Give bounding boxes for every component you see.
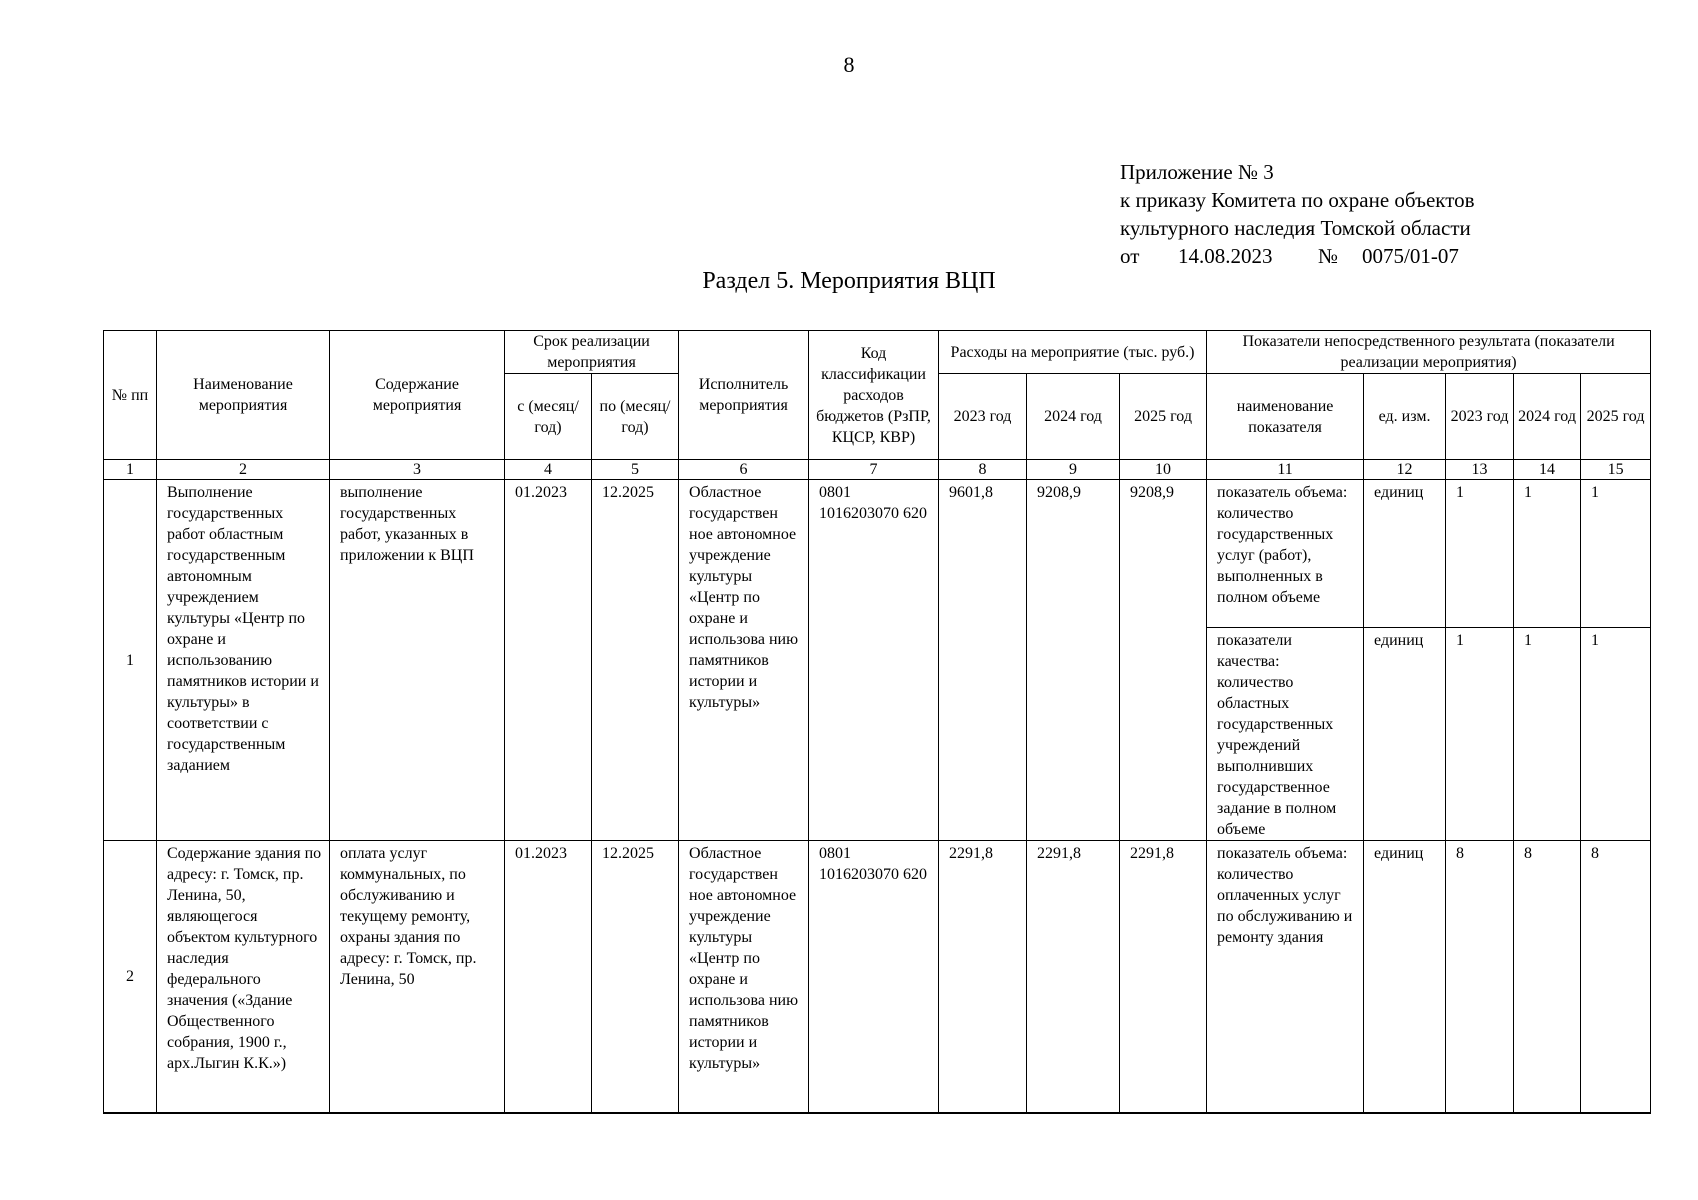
budget-code: 0801 1016203070 620	[809, 480, 939, 841]
measure-name: Содержание здания по адресу: г. Томск, пр. Ленина, 50, являющегося объектом культурного наследия федерального значения («Здание Общественного собрания, 1900 г., арх.Лыгин К.К.»)	[157, 841, 330, 1113]
period-to: 12.2025	[592, 841, 679, 1113]
appendix-block	[1120, 158, 1475, 270]
header-to: по (месяц/ год)	[592, 374, 679, 460]
col-number: 2	[157, 460, 330, 480]
executor: Областное государствен ное автономное учреждение культуры «Центр по охране и использова нию памятников истории и культуры»	[679, 841, 809, 1113]
col-number: 13	[1446, 460, 1514, 480]
col-number: 6	[679, 460, 809, 480]
indicator-unit: единиц	[1364, 628, 1446, 841]
col-number: 11	[1207, 460, 1364, 480]
indicator-2025: 8	[1581, 841, 1651, 1113]
indicator-unit: единиц	[1364, 841, 1446, 1113]
expense-2024: 9208,9	[1027, 480, 1120, 841]
measures-table	[103, 330, 1651, 1114]
col-number: 15	[1581, 460, 1651, 480]
appendix-line-3: культурного наследия Томской области	[1120, 216, 1471, 240]
period-from: 01.2023	[505, 841, 592, 1113]
col-number: 3	[330, 460, 505, 480]
indicator-2024: 8	[1514, 841, 1581, 1113]
page-number: 8	[843, 52, 855, 77]
col-number: 9	[1027, 460, 1120, 480]
indicator-name: показатели качества: количество областных государственных учреждений выполнивших государственное задание в полном объеме	[1207, 628, 1364, 841]
header-unit: ед. изм.	[1364, 374, 1446, 460]
measure-content: выполнение государственных работ, указанных в приложении к ВЦП	[330, 480, 505, 841]
expense-2025: 9208,9	[1120, 480, 1207, 841]
measure-name: Выполнение государственных работ областным государственным автономным учреждением культуры «Центр по охране и использованию памятников истории и культуры» в соответствии с государственным заданием	[157, 480, 330, 841]
indicator-name: показатель объема: количество оплаченных услуг по обслуживанию и ремонту здания	[1207, 841, 1364, 1113]
indicator-2025: 1	[1581, 480, 1651, 628]
header-indicator-name: наименование показателя	[1207, 374, 1364, 460]
header-num: № пп	[104, 331, 157, 460]
order-number: 0075/01-07	[1362, 244, 1459, 268]
header-code: Код классификации расходов бюджетов (РзПР, КЦСР, КВР)	[809, 331, 939, 460]
section-title: Раздел 5. Мероприятия ВЦП	[702, 268, 996, 294]
col-number: 12	[1364, 460, 1446, 480]
header-name: Наименование мероприятия	[157, 331, 330, 460]
expense-2023: 2291,8	[939, 841, 1027, 1113]
header-executor: Исполнитель мероприятия	[679, 331, 809, 460]
expense-2025: 2291,8	[1120, 841, 1207, 1113]
header-row-1	[104, 331, 1651, 374]
header-indicators: Показатели непосредственного результата (показатели реализации мероприятия)	[1207, 331, 1651, 374]
indicator-2023: 1	[1446, 628, 1514, 841]
header-ind-2025: 2025 год	[1581, 374, 1651, 460]
measure-content: оплата услуг коммунальных, по обслуживанию и текущему ремонту, охраны здания по адресу: г. Томск, пр. Ленина, 50	[330, 841, 505, 1113]
indicator-2024: 1	[1514, 480, 1581, 628]
header-expenses: Расходы на мероприятие (тыс. руб.)	[939, 331, 1207, 374]
header-content: Содержание мероприятия	[330, 331, 505, 460]
header-ind-2024: 2024 год	[1514, 374, 1581, 460]
indicator-unit: единиц	[1364, 480, 1446, 628]
from-label: от	[1120, 244, 1140, 268]
indicator-name: показатель объема: количество государственных услуг (работ), выполненных в полном объеме	[1207, 480, 1364, 628]
appendix-line-1: Приложение № 3	[1120, 160, 1274, 184]
column-number-row	[104, 460, 1651, 480]
col-number: 5	[592, 460, 679, 480]
header-ind-2023: 2023 год	[1446, 374, 1514, 460]
row-num: 2	[104, 841, 157, 1113]
appendix-line-2: к приказу Комитета по охране объектов	[1120, 188, 1475, 212]
header-exp-2023: 2023 год	[939, 374, 1027, 460]
number-label: №	[1318, 244, 1339, 268]
indicator-2023: 8	[1446, 841, 1514, 1113]
period-to: 12.2025	[592, 480, 679, 841]
period-from: 01.2023	[505, 480, 592, 841]
header-exp-2024: 2024 год	[1027, 374, 1120, 460]
budget-code: 0801 1016203070 620	[809, 841, 939, 1113]
header-exp-2025: 2025 год	[1120, 374, 1207, 460]
indicator-2024: 1	[1514, 628, 1581, 841]
expense-2023: 9601,8	[939, 480, 1027, 841]
col-number: 14	[1514, 460, 1581, 480]
col-number: 8	[939, 460, 1027, 480]
col-number: 1	[104, 460, 157, 480]
header-from: с (месяц/ год)	[505, 374, 592, 460]
table-row	[104, 480, 1651, 628]
col-number: 4	[505, 460, 592, 480]
indicator-2025: 1	[1581, 628, 1651, 841]
header-period: Срок реализации мероприятия	[505, 331, 679, 374]
indicator-2023: 1	[1446, 480, 1514, 628]
appendix-date-line	[1120, 242, 1475, 270]
col-number: 7	[809, 460, 939, 480]
table-row	[104, 841, 1651, 1113]
expense-2024: 2291,8	[1027, 841, 1120, 1113]
row-num: 1	[104, 480, 157, 841]
col-number: 10	[1120, 460, 1207, 480]
executor: Областное государствен ное автономное учреждение культуры «Центр по охране и использова нию памятников истории и культуры»	[679, 480, 809, 841]
order-date: 14.08.2023	[1178, 244, 1273, 268]
